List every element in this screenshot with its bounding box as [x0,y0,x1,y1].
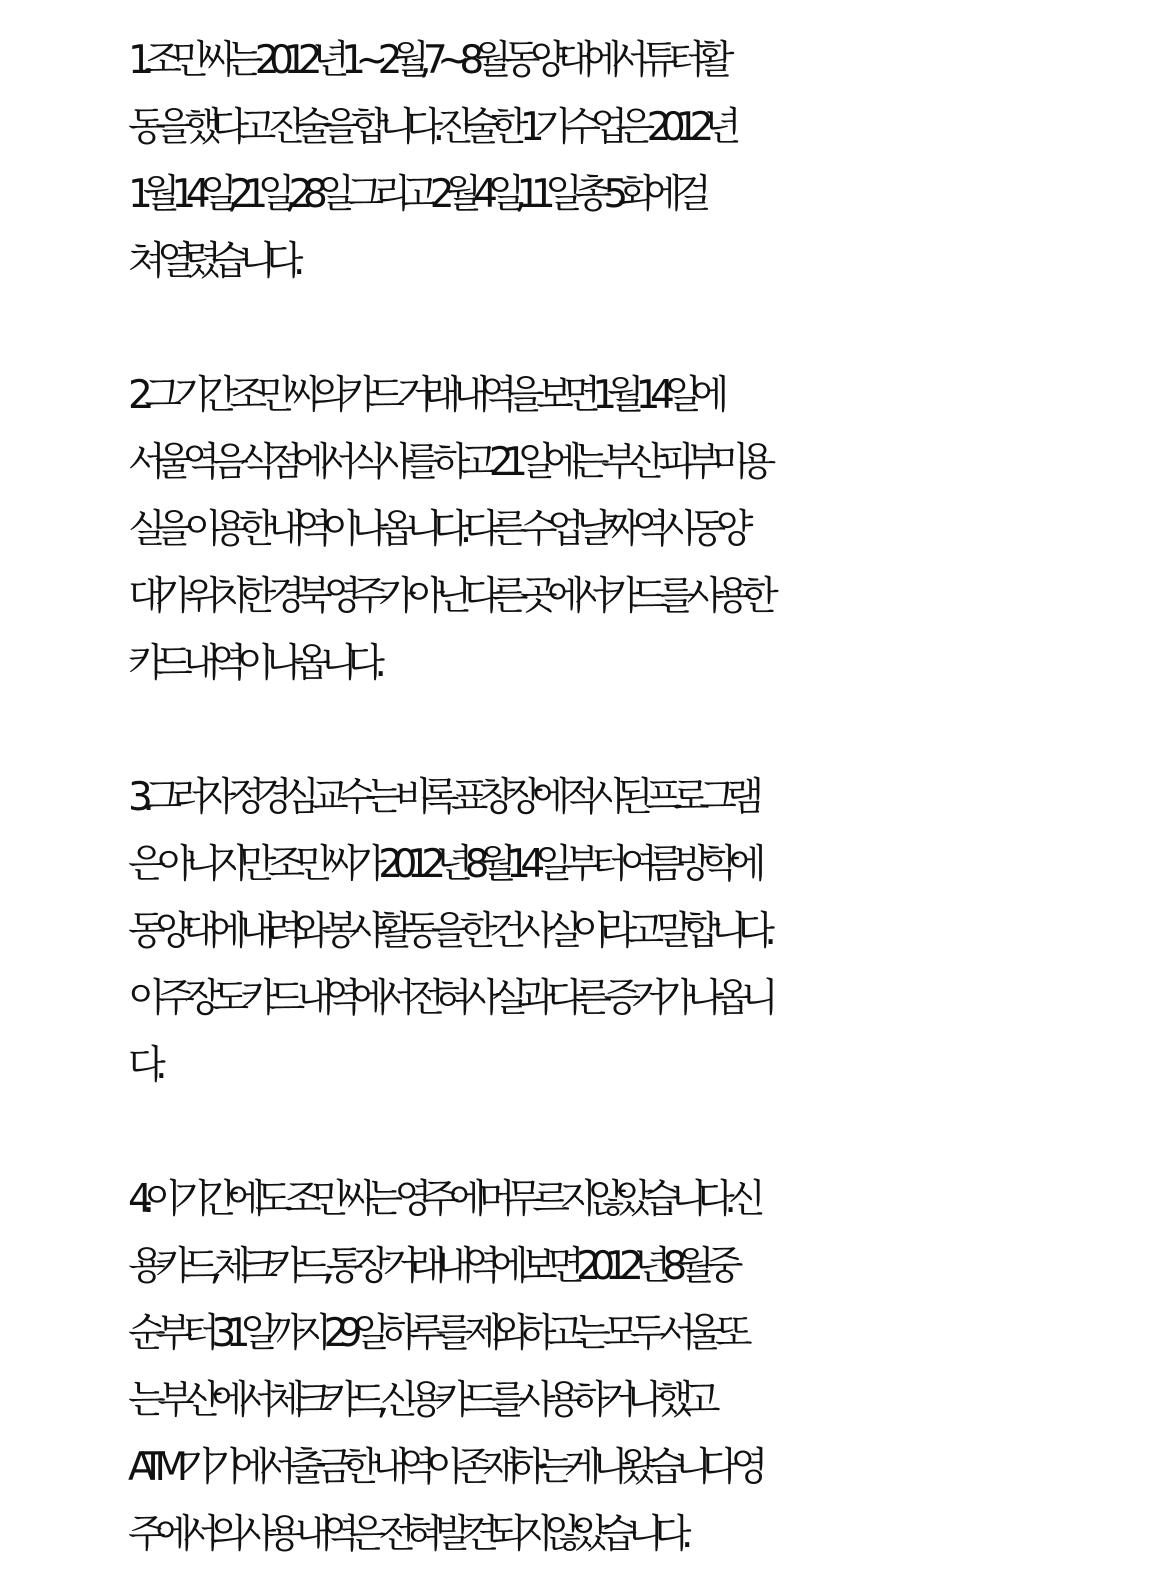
paragraph-spacer [128,697,1170,764]
text-line: 서울역 음식점에서 식사를 하고 21일에는 부산 피부미용 [128,440,766,485]
text-line: 주에서의 사용 내역은 전혀 발견되지 않았습니다. [128,1512,683,1557]
text-line: 2.그 기간 조민씨의 카드 거래 내역을 보면 1월 14일에 [128,373,719,418]
paragraph-4 [128,1166,1170,1568]
text-line: 용카드, 체크카드, 통장 거래내역에 보면 2012년 8월 중 [128,1244,733,1289]
text-line: 동을 했다고 진술을 합니다. 진술한 1기 수업은 2012년 [128,105,732,150]
text-line: ATM기기에서 출금한 내역이 존재하는게 나왔습니다 영 [128,1445,758,1490]
text-line: 이 주장도 카드 내역에서 전혀 사실과 다른 증거가 나옵니 [128,976,769,1021]
text-line: 는 부산에서 체크카드, 신용카드를 사용하거나 했고 [128,1378,711,1423]
text-line: 3.그러자 정경심 교수는 비록 표창장에 적시된 프로그램 [128,775,754,820]
text-line: 1.조민씨는 2012년 1~2월, 7~8월 동양대에서 튜터 활 [128,38,724,83]
paragraph-2 [128,362,1170,697]
text-line: 은 아니지만 조민씨가 2012년 8월14일 부터 여름방학에 [128,842,756,887]
text-line: 카드내역이 나옵니다. [128,641,377,686]
paragraph-spacer [128,1099,1170,1166]
paragraph-1 [128,27,1170,295]
text-line: 대가 위치한 경북 영주가 아닌 다른 곳에서 카드를 사용한 [128,574,769,619]
paragraph-spacer [128,295,1170,362]
paragraph-3 [128,764,1170,1099]
text-line: 동양대에 내려와 봉사활동을 한 건 사실이라고 말합니다. [128,909,767,954]
text-line: 다. [128,1043,158,1088]
text-line: 4.이 기간에도 조민씨는 영주에 머무르지 않았습니다. 신 [128,1177,756,1222]
text-line: 실을 이용한 내역이 나옵니다. 다른 수업 날짜 역시 동양 [128,507,743,552]
text-line: 쳐 열렸습니다. [128,239,295,284]
text-line: 1월 14일,21일, 28일 그리고 2월 4일,11일 총 5회에 걸 [128,172,702,217]
text-line: 순부터 31일까지 29일 하루를 제외하고는 모두 서울 또 [128,1311,743,1356]
